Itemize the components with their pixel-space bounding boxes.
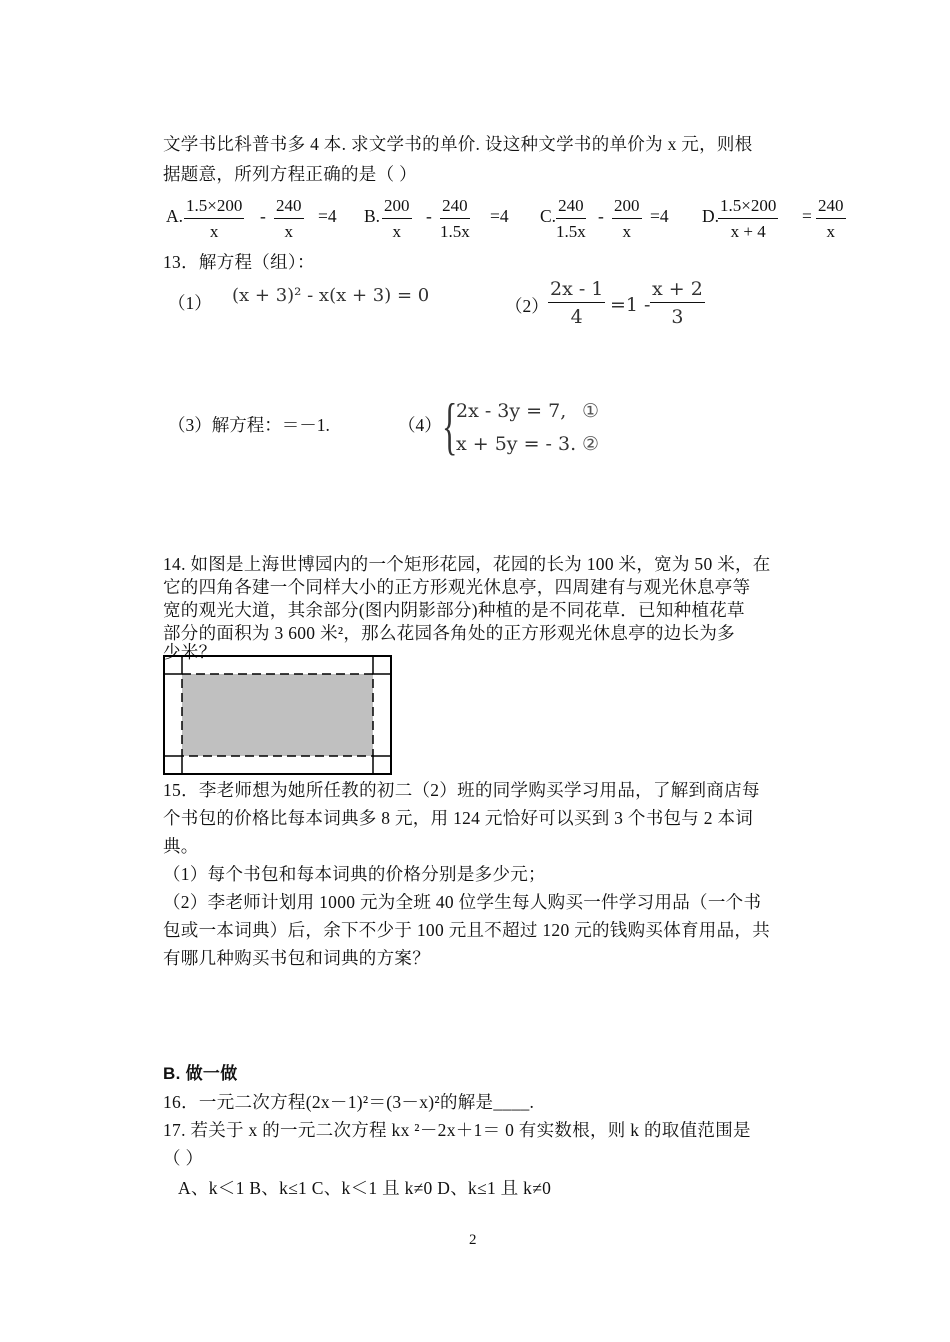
- q17-options: A、k＜1 B、k≤1 C、k＜1 且 k≠0 D、k≤1 且 k≠0: [178, 1178, 552, 1198]
- q13-part3: （3）解方程：＝－1.: [168, 415, 330, 435]
- q15-line-4: （1）每个书包和每本词典的价格分别是多少元；: [163, 864, 546, 884]
- circled-1: ①: [582, 401, 600, 422]
- circled-2: ②: [582, 434, 600, 455]
- option-b-fraction-2: $\frac{240}{1.5x}$: [440, 196, 470, 241]
- option-b-fraction-1: $\frac{200}{x}$: [384, 196, 410, 241]
- q13-part2-label: （2）: [505, 296, 549, 316]
- q17-line-1: 17. 若关于 x 的一元二次方程 kx ²－2x＋1＝ 0 有实数根，则 k 的取值范围是: [163, 1120, 751, 1140]
- q13-part1-equation: (x + 3)² - x(x + 3) = 0: [232, 285, 430, 306]
- pavilion-top-left: [164, 656, 182, 674]
- option-a-op: -: [260, 206, 266, 226]
- flower-bed-area: [182, 674, 373, 756]
- q13-part4-eq-2: x + 5y = - 3.: [456, 433, 577, 455]
- q17-line-2: （ ）: [163, 1148, 204, 1168]
- option-a-letter: A.: [166, 206, 184, 226]
- q14-line-5: 少米？: [163, 642, 217, 662]
- option-d-fraction-1: $\frac{1.5\times 200}{x + 4}$: [720, 196, 777, 241]
- q15-line-3: 典。: [163, 836, 199, 856]
- q14-line-3: 宽的观光大道，其余部分(图内阴影部分)种植的是不同花草．已知种植花草: [163, 600, 745, 620]
- q12-line-2: 据题意，所列方程正确的是（ ）: [163, 164, 417, 184]
- q14-line-1: 14. 如图是上海世博园内的一个矩形花园，花园的长为 100 米，宽为 50 米，在: [163, 554, 771, 574]
- garden-figure: [163, 654, 393, 776]
- pavilion-bottom-right: [373, 756, 391, 774]
- option-c-fraction-2: $\frac{200}{x}$: [614, 196, 640, 241]
- q13-part4-label: （4）: [398, 415, 442, 435]
- pavilion-bottom-left: [164, 756, 182, 774]
- q16: 16．一元二次方程(2x－1)²＝(3－x)²的解是____.: [163, 1092, 535, 1112]
- option-a-fraction-2: $\frac{240}{x}$: [276, 196, 302, 241]
- option-b-letter: B.: [364, 206, 381, 226]
- option-c-fraction-1: $\frac{240}{1.5x}$: [556, 196, 586, 241]
- q15-line-6: 包或一本词典）后，余下不少于 100 元且不超过 120 元的钱购买体育用品，共: [163, 920, 770, 940]
- option-a-fraction-1: $\frac{1.5\times 200}{x}$: [186, 196, 243, 241]
- option-d-op: =: [802, 206, 812, 226]
- q13-part1-label: （1）: [168, 293, 212, 313]
- option-a-rhs: =4: [318, 206, 337, 226]
- option-b-rhs: =4: [490, 206, 509, 226]
- system-brace: {: [442, 390, 458, 461]
- option-c-letter: C.: [540, 206, 557, 226]
- q14-line-2: 它的四角各建一个同样大小的正方形观光休息亭，四周建有与观光休息亭等: [163, 577, 751, 597]
- option-d-fraction-2: $\frac{240}{x}$: [818, 196, 844, 241]
- q15-line-2: 个书包的价格比每本词典多 8 元，用 124 元恰好可以买到 3 个书包与 2 本词: [163, 808, 754, 828]
- q13-heading: 13．解方程（组）：: [163, 252, 315, 272]
- q15-line-5: （2）李老师计划用 1000 元为全班 40 位学生每人购买一件学习用品（一个书: [163, 892, 762, 912]
- q15-line-7: 有哪几种购买书包和词典的方案？: [163, 948, 430, 968]
- pavilion-top-right: [373, 656, 391, 674]
- q13-part2-fraction-1: $\frac{2x - 1}{4}$: [550, 278, 604, 328]
- option-c-rhs: =4: [650, 206, 669, 226]
- q14-line-4: 部分的面积为 3 600 米²，那么花园各角处的正方形观光休息亭的边长为多: [163, 623, 735, 643]
- option-d-letter: D.: [702, 206, 720, 226]
- option-c-op: -: [598, 206, 604, 226]
- q13-part2-fraction-2: $\frac{x + 2}{3}$: [652, 278, 703, 328]
- page-number: 2: [469, 1232, 477, 1248]
- q15-line-1: 15．李老师想为她所任教的初二（2）班的同学购买学习用品，了解到商店每: [163, 780, 760, 800]
- option-b-op: -: [426, 206, 432, 226]
- section-b-title: B. 做一做: [163, 1064, 238, 1083]
- q12-line-1: 文学书比科普书多 4 本. 求文学书的单价. 设这种文学书的单价为 x 元，则根: [163, 134, 753, 154]
- q13-part4-eq-1: 2x - 3y = 7,: [456, 400, 567, 422]
- q13-part2-middle: =1 -: [610, 294, 651, 316]
